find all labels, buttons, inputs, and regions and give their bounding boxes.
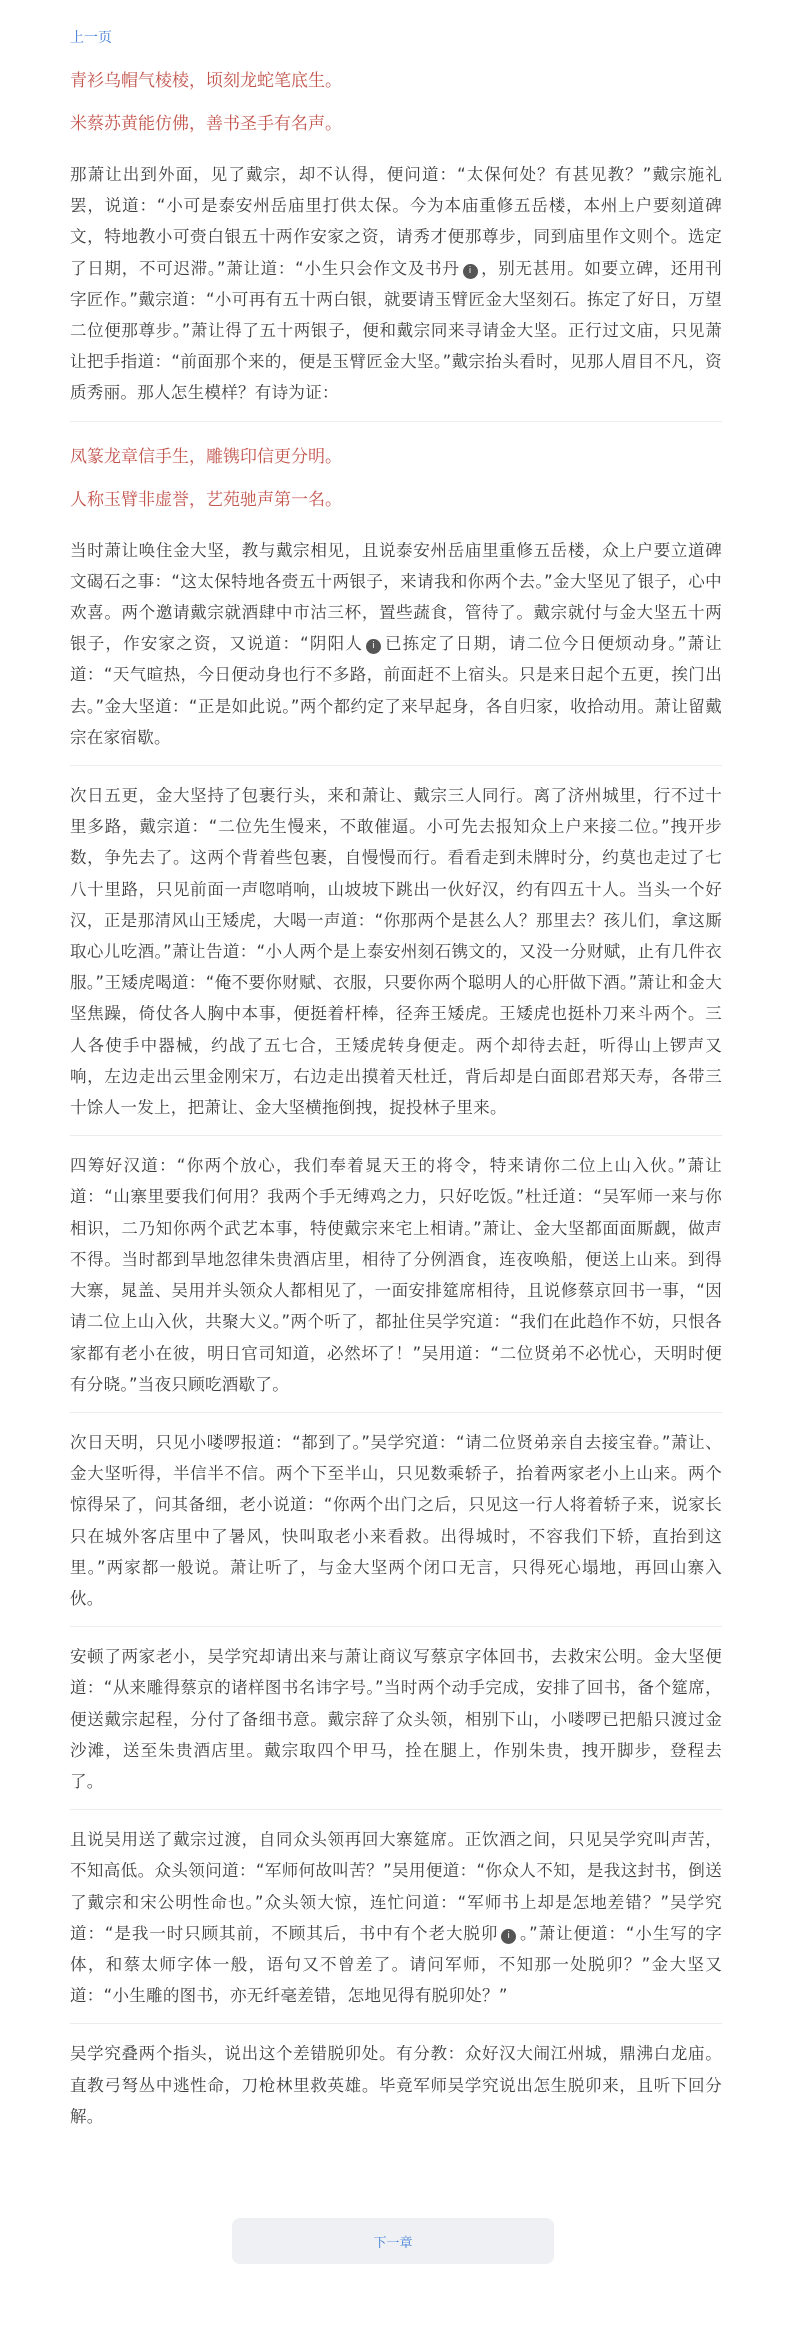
paragraph: 次日天明，只见小喽啰报道：“都到了。”吴学究道：“请二位贤弟亲自去接宝眷。”萧让、金大坚听得，半信半不信。两个下至半山，只见数乘轿子，抬着两家老小上山来。两个惊得呆了，问其备细，老小说道：“你两个出门之后，只见这一行人将着轿子来，说家长只在城外客店里中了暑风，快叫取老小来看救。出得城时，不容我们下轿，直抬到这里。”两家都一般说。萧让听了，与金大坚两个闭口无言，只得死心塌地，再回山寨入伙。 bbox=[70, 1427, 722, 1627]
poem-line: 人称玉臂非虚誉，艺苑驰声第一名。 bbox=[70, 489, 342, 510]
paragraph-text: 已拣定了日期，请二位今日便烦动身。”萧让道：“天气暄热，今日便动身也行不多路，前面赶不上宿头。只是来日起个五更，挨门出去。”金大坚道：“正是如此说。”两个都约定了来早起身，各自归家，收拾动用。萧让留戴宗在家宿歇。 bbox=[70, 634, 722, 747]
paragraph-text: 当时萧让唤住金大坚，教与戴宗相见，且说泰安州岳庙里重修五岳楼，众上户要立道碑文碣石之事：“这太保特地各赍五十两银子，来请我和你两个去。”金大坚见了银子，心中欢喜。两个邀请戴宗就酒肆中市沽三杯，置些蔬食，管待了。戴宗就付与金大坚五十两银子，作安家之资，又说道：“阴阳人 bbox=[70, 540, 722, 654]
poem-line: 凤篆龙章信手生，雕镌印信更分明。 bbox=[70, 446, 342, 467]
paragraph: 四筹好汉道：“你两个放心，我们奉着晁天王的将令，特来请你二位上山入伙。”萧让道：“山寨里要我们何用？我两个手无缚鸡之力，只好吃饭。”杜迁道：“吴军师一来与你相识，二乃知你两个武艺本事，特使戴宗来宅上相请。”萧让、金大坚都面面厮觑，做声不得。当时都到旱地忽律朱贵酒店里，相待了分例酒食，连夜唤船，便送上山来。到得大寨，晁盖、吴用并头领众人都相见了，一面安排筵席相待，且说修蔡京回书一事，“因请二位上山入伙，共聚大义。”两个听了，都扯住吴学究道：“我们在此趋作不妨，只恨各家都有老小在彼，明日官司知道，必然坏了！”吴用道：“二位贤弟不必忧心，天明时便有分晓。”当夜只顾吃酒歇了。 bbox=[70, 1150, 722, 1413]
annotation-marker-icon[interactable]: i bbox=[501, 1929, 516, 1944]
poem-line: 青衫乌帽气棱棱，顷刻龙蛇笔底生。 bbox=[70, 71, 342, 91]
paragraph bbox=[70, 1824, 722, 2024]
paragraph: 吴学究叠两个指头，说出这个差错脱卯处。有分教：众好汉大闹江州城，鼎沸白龙庙。直教弓弩丛中逃性命，刀枪林里救英雄。毕竟军师吴学究说出怎生脱卯来，且听下回分解。 bbox=[70, 2044, 722, 2126]
paragraph: 安顿了两家老小，吴学究却请出来与萧让商议写蔡京字体回书，去救宋公明。金大坚便道：“从来雕得蔡京的诸样图书名讳字号。”当时两个动手完成，安排了回书，备个筵席，便送戴宗起程，分付了备细书意。戴宗辞了众头领，相别下山，小喽啰已把船只渡过金沙滩，送至朱贵酒店里。戴宗取四个甲马，拴在腿上，作别朱贵，拽开脚步，登程去了。 bbox=[70, 1641, 722, 1810]
prev-page-link[interactable]: 上一页 bbox=[70, 30, 112, 46]
paragraph bbox=[70, 535, 722, 766]
paragraph-text: 。”萧让便道：“小生写的字体，和蔡太师字体一般，语句又不曾差了。请问军师，不知那一处脱卯？”金大坚又道：“小生雕的图书，亦无纤毫差错，怎地见得有脱卯处？” bbox=[70, 1923, 722, 2006]
poem-line: 米蔡苏黄能仿佛，善书圣手有名声。 bbox=[70, 114, 342, 134]
paragraph-text: 且说吴用送了戴宗过渡，自同众头领再回大寨筵席。正饮酒之间，只见吴学究叫声苦，不知高低。众头领问道：“军师何故叫苦？”吴用便道：“你众人不知，是我这封书，倒送了戴宗和宋公明性命也。”众头领大惊，连忙问道：“军师书上却是怎地差错？”吴学究道：“是我一时只顾其前，不顾其后，书中有个老大脱卯 bbox=[70, 1830, 722, 1943]
chapter-content bbox=[70, 0, 722, 2144]
paragraph-text: ，别无甚用。如要立碑，还用刊字匠作。”戴宗道：“小可再有五十两白银，就要请玉臂匠金大坚刻石。拣定了好日，万望二位便那尊步。”萧让得了五十两银子，便和戴宗同来寻请金大坚。正行过文庙，只见萧让把手指道：“前面那个来的，便是玉臂匠金大坚。”戴宗抬头看时，见那人眉目不凡，资质秀丽。那人怎生模样？有诗为证： bbox=[70, 258, 722, 403]
paragraph-text: 那萧让出到外面，见了戴宗，却不认得，便问道：“太保何处？有甚见教？”戴宗施礼罢，说道：“小可是泰安州岳庙里打供太保。今为本庙重修五岳楼，本州上户要刻道碑文，特地教小可赍白银五十两作安家之资，请秀才便那尊步，同到庙里作文则个。选定了日期，不可迟滞。”萧让道：“小生只会作文及书丹 bbox=[70, 165, 722, 278]
paragraph bbox=[70, 159, 722, 422]
next-chapter-button[interactable]: 下一章 bbox=[232, 2218, 554, 2264]
paragraph: 次日五更，金大坚持了包裹行头，来和萧让、戴宗三人同行。离了济州城里，行不过十里多路，戴宗道：“二位先生慢来，不敢催逼。小可先去报知众上户来接二位。”拽开步数，争先去了。这两个背着些包裹，自慢慢而行。看看走到未牌时分，约莫也走过了七八十里路，只见前面一声唿哨响，山坡坡下跳出一伙好汉，约有四五十人。当头一个好汉，正是那清风山王矮虎，大喝一声道：“你那两个是甚么人？那里去？孩儿们，拿这厮取心儿吃酒。”萧让告道：“小人两个是上泰安州刻石镌文的，又没一分财赋，止有几件衣服。”王矮虎喝道：“俺不要你财赋、衣服，只要你两个聪明人的心肝做下酒。”萧让和金大坚焦躁，倚仗各人胸中本事，便挺着杆棒，径奔王矮虎。王矮虎也挺朴刀来斗两个。三人各使手中器械，约战了五七合，王矮虎转身便走。两个却待去赶，听得山上锣声又响，左边走出云里金刚宋万，右边走出摸着天杜迁，背后却是白面郎君郑天寿，各带三十馀人一发上，把萧让、金大坚横拖倒拽，捉投林子里来。 bbox=[70, 780, 722, 1136]
annotation-marker-icon[interactable]: i bbox=[463, 264, 478, 279]
annotation-marker-icon[interactable]: i bbox=[366, 639, 381, 654]
